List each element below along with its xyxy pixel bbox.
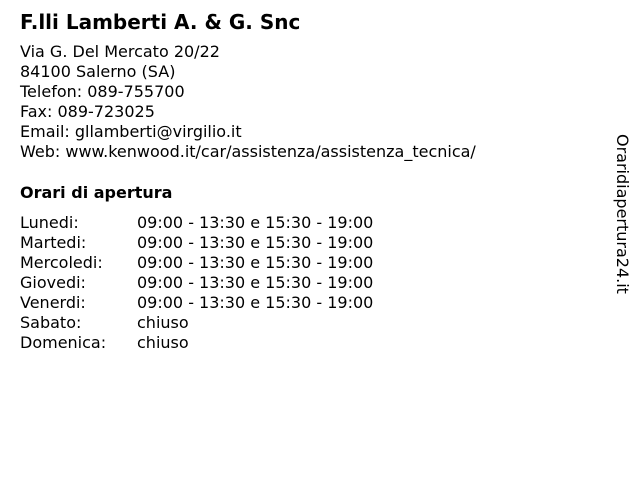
day-label: Mercoledi: xyxy=(20,253,103,272)
day-hours: 09:00 - 13:30 e 15:30 - 19:00 xyxy=(137,213,374,232)
hours-row-saturday xyxy=(20,313,373,333)
day-hours: 09:00 - 13:30 e 15:30 - 19:00 xyxy=(137,253,374,272)
opening-hours-table xyxy=(20,213,373,353)
day-label: Giovedi: xyxy=(20,273,86,292)
day-label: Venerdi: xyxy=(20,293,86,312)
email-address: Email: gllamberti@virgilio.it xyxy=(20,122,242,141)
address-street: Via G. Del Mercato 20/22 xyxy=(20,42,220,61)
day-label: Sabato: xyxy=(20,313,82,332)
hours-row-friday xyxy=(20,293,373,313)
business-name: F.lli Lamberti A. & G. Snc xyxy=(20,10,301,34)
day-hours: chiuso xyxy=(137,313,189,332)
site-watermark: Oraridiapertura24.it xyxy=(613,134,632,294)
opening-hours-heading: Orari di apertura xyxy=(20,183,173,202)
day-hours: chiuso xyxy=(137,333,189,352)
day-hours: 09:00 - 13:30 e 15:30 - 19:00 xyxy=(137,233,374,252)
day-label: Lunedi: xyxy=(20,213,79,232)
day-label: Domenica: xyxy=(20,333,107,352)
day-hours: 09:00 - 13:30 e 15:30 - 19:00 xyxy=(137,273,374,292)
hours-row-monday xyxy=(20,213,373,233)
fax-number: Fax: 089-723025 xyxy=(20,102,155,121)
website: Web: www.kenwood.it/car/assistenza/assistenza_tecnica/ xyxy=(20,142,476,161)
day-hours: 09:00 - 13:30 e 15:30 - 19:00 xyxy=(137,293,374,312)
contact-block xyxy=(20,42,476,162)
day-label: Martedi: xyxy=(20,233,87,252)
hours-row-sunday xyxy=(20,333,373,353)
hours-row-tuesday xyxy=(20,233,373,253)
address-city: 84100 Salerno (SA) xyxy=(20,62,176,81)
hours-row-wednesday xyxy=(20,253,373,273)
hours-row-thursday xyxy=(20,273,373,293)
phone-number: Telefon: 089-755700 xyxy=(20,82,185,101)
